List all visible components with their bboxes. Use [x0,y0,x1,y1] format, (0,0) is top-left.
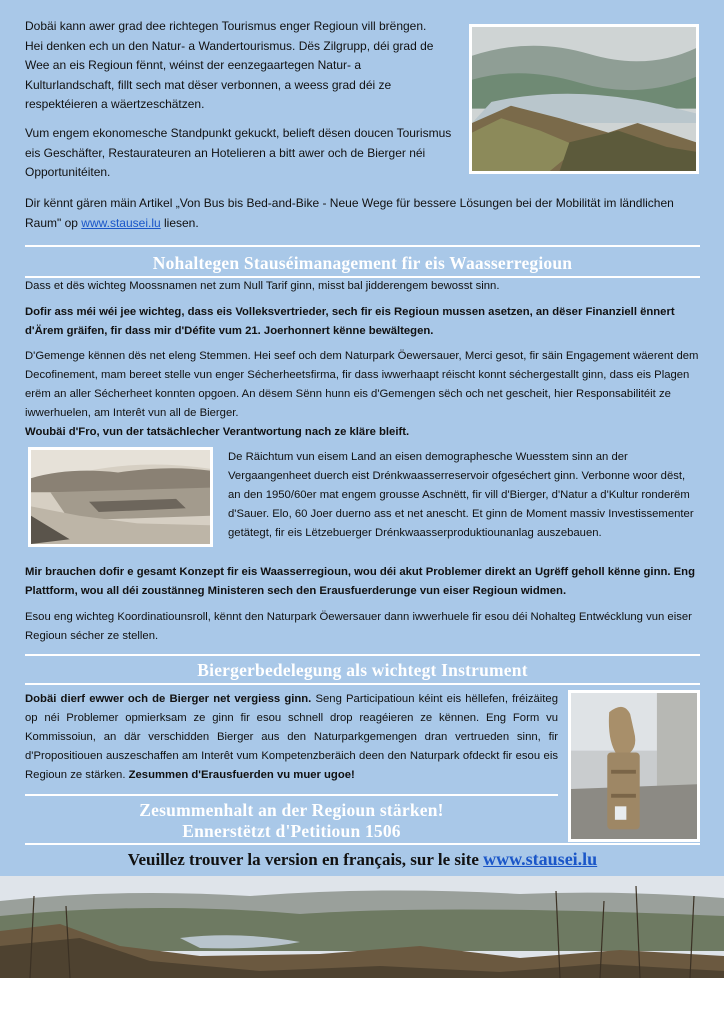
closing-divider-top [25,794,558,796]
reservoir-photo [28,447,213,547]
panorama-photo [0,876,724,978]
section1-paragraph-4: De Räichtum vun eisem Land an eisen demographesche Wuesstem sinn an der Vergaangenheet duerch eist Drénkwaasserreservoir ofgeséchert ginn. Verbonne woor dëst, an den 1950/60er mat engem grousse Aschnëtt, fir vill d'Bierger, d'Natur a d'Kultur ronderëm d'Sauer. Elo, 60 Joer duerno ass et net anescht. Et ginn de Moment massiv Investissementer getätegt, fir eis Lëtzebuerger Drénkwaasserproduktiounanlag auszebauen. [228,451,694,539]
closing-slogan: Zesummenhalt an der Regioun stärken! [139,800,444,820]
section1-paragraph-2: Dofir ass méi wéi jee wichteg, dass eis Volleksvertrieder, sech fir eis Regioun mussen asetzen, an dëser Finanziell ënnert d'Ärem gräifen, fir dass mir d'Défite vum 21. Joerhonnert kënne bewältegen. [25,306,675,337]
section1-paragraph-3: D'Gemenge kënnen dës net eleng Stemmen. Hei seef och dem Naturpark Öewersauer, Merci gesot, fir säin Engagement wäerent dem Decofinement, mam bereet stelle vun enger Sécherheetsfirma, fir dass iwwerhaapt réischt konnt séchergestallt ginn, dass eis Plagen erëm an aller Sécherheet konnten opgoen. An dësem Sënn hunn eis d'Gemengen sëch och net gescheit, hier Responsabilitéit ze iwwerhuelen, am Interêt vun all de Bierger. [25,350,699,419]
intro-paragraph-2: Vum engem ekonomesche Standpunkt gekuckt, belieft dësen doucen Tourismus eis Geschäfter, Restaurateuren an Hotelieren a bitt awer och de Bierger néi Opportunitéiten. [25,126,452,179]
article-reference-end: liesen. [160,215,199,230]
closing-divider-bottom [25,843,700,845]
section-divider-top [25,245,700,247]
stausei-french-link[interactable]: www.stausei.lu [483,849,598,869]
article-reference [25,194,700,233]
section-heading-stausee: Nohaltegen Stauséimanagement fir eis Waasserregioun [152,253,573,273]
section1-responsibility-question: Woubäi d'Fro, vun der tatsächlecher Verantwortung nach ze kläre bleift. [25,426,410,438]
section-heading-participation: Biergerbedelegung als wichtegt Instrument [197,660,528,680]
french-version-note [25,849,700,870]
section2-closing-bold: Zesummen d'Erausfuerden vu muer ugoe! [125,769,355,781]
section2-opening-bold: Dobäi dierf ewwer och de Bierger net vergiess ginn. [25,693,312,705]
section2-divider-bottom [25,683,700,685]
section2-body: Seng Participatioun kéint eis hëllefen, fréizäiteg op néi Problemer opmierksam ze ginn fir esou schnell drop reagéieren ze kënnen. Eng Form vu Kommissoiun, an där verschidden Bierger aus den Naturparkgemengen dran vertrueden sinn, fir d'Propositiouen auszeschaffen am Interêt vum Kompetenzberäich deen den Naturpark ofdeckt fir esou eis Regioun ze stärken. [25,693,558,781]
section2-paragraph [25,690,558,785]
section1-paragraph-6: Esou eng wichteg Koordinatiounsroll, kënnt den Naturpark Öewersauer dann iwwerhuele fir esou déi Nohalteg Entwécklung vun eiser Regioun sécher ze stellen. [25,611,692,642]
section2-divider-top [25,654,700,656]
closing-petition: Ennerstëtzt d'Petitioun 1506 [182,821,401,841]
stausei-link[interactable]: www.stausei.lu [81,215,161,230]
french-version-text: Veuillez trouver la version en français, sur le site [127,850,484,869]
intro-paragraph-1: Dobäi kann awer grad dee richtegen Tourismus enger Regioun vill brëngen. Hei denken ech un den Natur- a Wandertourismus. Dës Zilgrupp, déi grad de Wee an eis Regioun fënnt, wéinst der eenzegaartegen Natur- a Kulturlandschaft, fillt sech mat dëser verbonnen, a weess grad déi ze respektéieren a wäertzeschätzen. [25,19,434,111]
statue-photo [568,690,700,842]
lake-photo [469,24,699,174]
section1-paragraph-5: Mir brauchen dofir e gesamt Konzept fir eis Waasserregioun, wou déi akut Problemer direkt an Ugrëff geholl kënne ginn. Eng Plattform, wou all déi zoustänneg Ministeren sech den Erausfuerderunge vun eiser Regioun widmen. [25,566,695,597]
section1-paragraph-1: Dass et dës wichteg Moossnamen net zum Null Tarif ginn, misst bal jidderengem bewosst sinn. [25,280,500,292]
article-reference-text: Dir kënnt gären mäin Artikel „Von Bus bis Bed-and-Bike - Neue Wege für bessere Lösungen bei der Mobilität im ländlichen Raum" op [25,196,674,230]
